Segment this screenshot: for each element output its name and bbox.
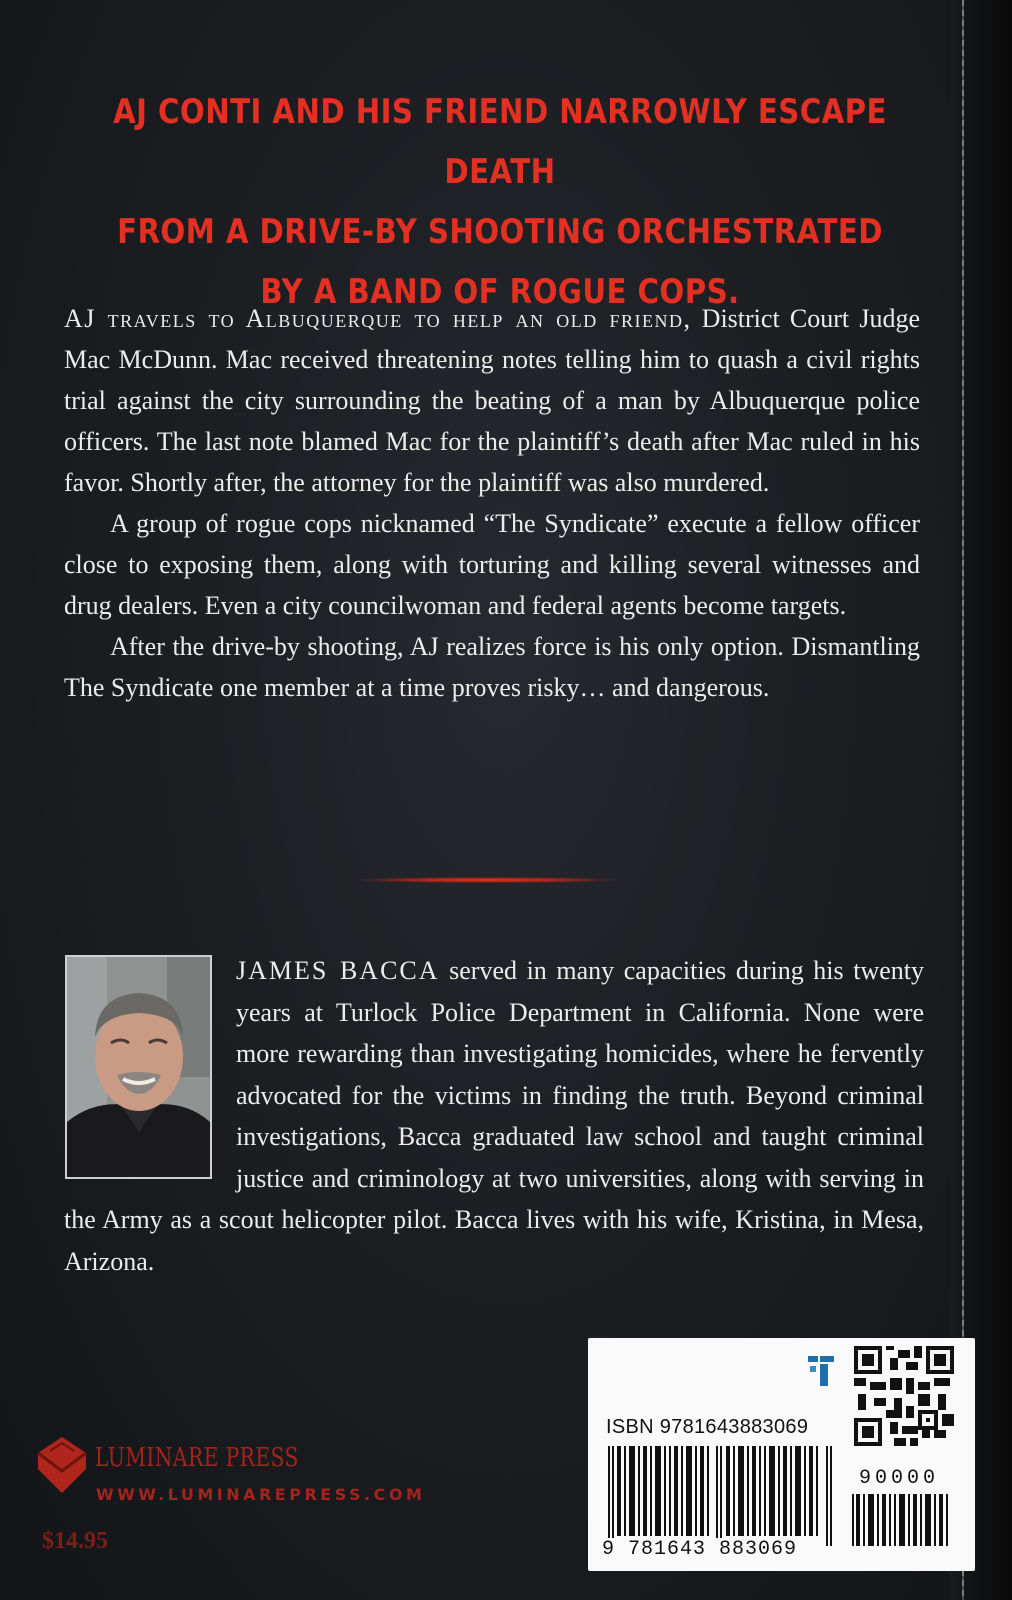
publisher-url: WWW.LUMINAREPRESS.COM <box>96 1485 426 1504</box>
cover-headline <box>104 82 895 322</box>
blurb-paragraph-1-text: District Court Judge Mac McDunn. Mac received threatening notes telling him to quash a civil rights trial against the city surrounding the beating of a man by Albuquerque police officers. The last note blamed Mac for the plaintiff’s death after Mac ruled in his favor. Shortly after, the attorney for the plaintiff was also murdered. <box>64 304 920 497</box>
blurb-paragraph-3: After the drive-by shooting, AJ realizes force is his only option. Dismantling The Syndicate one member at a time proves risky… and dangerous. <box>64 632 920 702</box>
isbn-label: ISBN 9781643883069 <box>606 1416 809 1438</box>
author-name: JAMES BACCA <box>236 956 440 985</box>
book-price: $14.95 <box>42 1528 108 1554</box>
isbn-barcode-label <box>588 1338 975 1571</box>
headline-line-3: BY A BAND OF ROGUE COPS. <box>260 272 740 312</box>
book-blurb <box>64 298 920 708</box>
barcode-digits: 9 781643 883069 <box>602 1538 798 1561</box>
section-divider <box>355 877 620 883</box>
blurb-paragraph-1 <box>64 298 920 503</box>
publisher-mark-icon <box>806 1354 836 1388</box>
blurb-paragraph-2: A group of rogue cops nicknamed “The Syndicate” execute a fellow officer close to exposing them, along with torturing and killing several witnesses and drug dealers. Even a city councilwoman and federal agents become targets. <box>64 509 920 620</box>
headline-line-2: FROM A DRIVE-BY SHOOTING ORCHESTRATED <box>117 212 883 252</box>
blurb-lead-in: AJ travels to Albuquerque to help an old friend, <box>64 304 692 333</box>
author-bio <box>64 950 924 1282</box>
author-bio-text: served in many capacities during his twenty years at Turlock Police Department in California. None were more rewarding than investigating homicides, where he fervently advocated for the victims in finding the truth. Beyond criminal investigations, Bacca graduated law school and taught criminal justice and criminology at two universities, along with serving in the Army as a scout helicopter pilot. Bacca lives with his wife, Kristina, in Mesa, Arizona. <box>64 956 924 1276</box>
headline-line-1: AJ CONTI AND HIS FRIEND NARROWLY ESCAPE DEATH <box>113 92 887 192</box>
envelope-heart-icon <box>36 1435 88 1495</box>
barcode-price-code: 90000 <box>859 1467 940 1490</box>
publisher-name: LUMINARE PRESS <box>95 1443 299 1473</box>
ean-barcode <box>602 1446 840 1546</box>
qr-code-icon <box>854 1346 954 1446</box>
addon-barcode <box>850 1494 954 1546</box>
